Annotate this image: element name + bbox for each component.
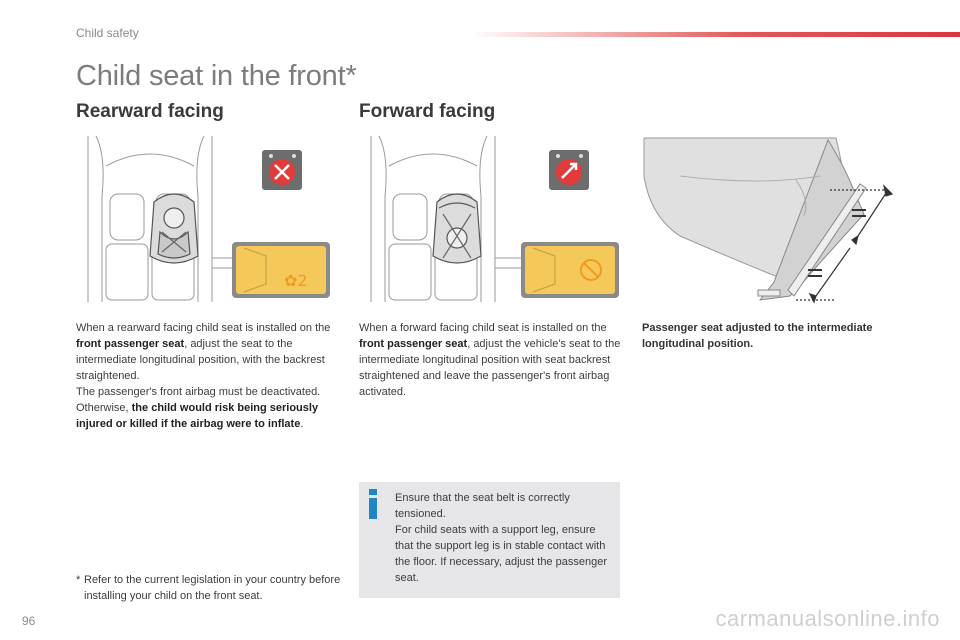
rearward-heading: Rearward facing — [76, 101, 224, 122]
forward-seat-illustration — [359, 136, 619, 302]
info-text — [395, 490, 613, 586]
rear-facing-child-seat — [150, 194, 198, 263]
footnote-mark: * — [76, 574, 81, 586]
rearward-description — [76, 320, 338, 432]
seat-adjustment-illustration — [640, 136, 902, 306]
text-run: , adjust the seat to the intermediate longitudinal position, with the backrest straightened. — [76, 338, 325, 382]
text-run: , adjust the vehicle's seat to the intermediate longitudinal position with seat backrest straightened and leave the passenger's front airbag activated. — [359, 338, 621, 398]
text-run: When a rearward facing child seat is installed on the — [76, 322, 331, 334]
forward-description — [359, 320, 621, 400]
seat-caption: Passenger seat adjusted to the intermediate longitudinal position. — [642, 322, 873, 350]
text-run: When a forward facing child seat is installed on the — [359, 322, 607, 334]
footnote-text: Refer to the current legislation in your country before installing your child on the front seat. — [84, 574, 341, 602]
forward-heading: Forward facing — [359, 101, 496, 122]
watermark: carmanualsonline.info — [715, 606, 940, 631]
dashboard-airbag-panel — [521, 242, 619, 298]
info-icon — [367, 489, 379, 519]
info-line: For child seats with a support leg, ensure that the support leg is in stable contact with the floor. If necessary, adjust the passenger seat. — [395, 524, 607, 584]
text-run: . — [300, 418, 304, 430]
emphasis-text: front passenger seat — [76, 338, 185, 350]
info-callout — [359, 482, 620, 598]
info-line: Ensure that the seat belt is correctly tensioned. — [395, 492, 570, 520]
airbag-on-icon — [549, 150, 589, 190]
svg-text:✿2: ✿2 — [284, 271, 308, 290]
page-title: Child seat in the front* — [76, 60, 357, 92]
forward-facing-child-seat — [433, 194, 481, 263]
airbag-off-icon — [262, 150, 302, 190]
header-accent-bar — [470, 32, 960, 37]
emphasis-text: the child would risk being seriously injured or killed if the airbag were to inflate — [76, 402, 319, 430]
dashboard-warning-panel — [232, 242, 330, 298]
page-number: 96 — [22, 614, 36, 628]
footnote — [76, 572, 346, 604]
rearward-seat-illustration — [76, 136, 330, 302]
section-label: Child safety — [76, 26, 139, 40]
text-run: The passenger's front airbag must be deactivated. Otherwise, — [76, 386, 321, 414]
emphasis-text: front passenger seat — [359, 338, 468, 350]
